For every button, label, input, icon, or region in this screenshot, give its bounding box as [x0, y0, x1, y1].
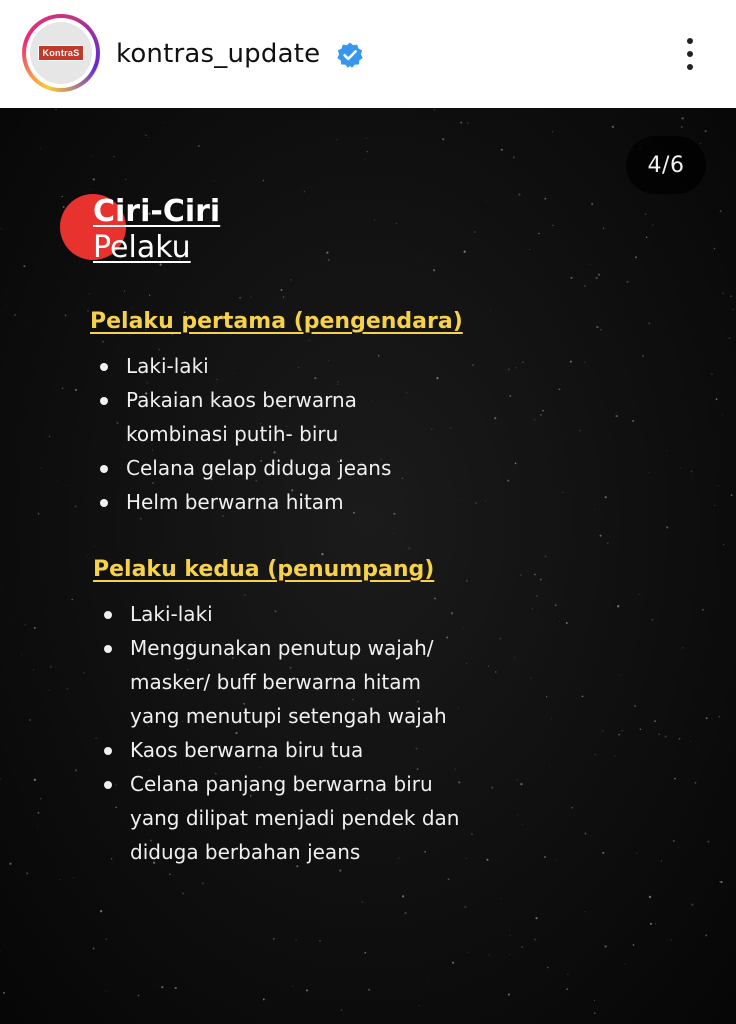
avatar[interactable] — [26, 18, 96, 88]
list-item-text: Celana gelap diduga jeans — [126, 456, 392, 480]
avatar-image — [30, 22, 92, 84]
list-item-text: masker/ buff berwarna hitam — [130, 670, 421, 694]
list-item — [98, 485, 391, 519]
post-header — [0, 0, 736, 108]
post-image[interactable] — [0, 108, 736, 1024]
list-item-text: Celana panjang berwarna biru — [130, 772, 433, 796]
list-item-text: Laki-laki — [130, 602, 213, 626]
list-item — [102, 767, 459, 869]
section-list-first — [98, 349, 391, 519]
avatar-logo: KontraS — [38, 45, 83, 61]
list-item-text: diduga berbahan jeans — [130, 840, 361, 864]
slide-title-line1: Ciri-Ciri — [93, 194, 221, 229]
bullet-icon — [100, 363, 108, 371]
more-options-icon — [687, 64, 693, 70]
list-item-text: Helm berwarna hitam — [126, 490, 344, 514]
bullet-icon — [100, 465, 108, 473]
list-item-text: Pakaian kaos berwarna — [126, 388, 357, 412]
list-item — [102, 733, 459, 767]
list-item — [98, 349, 391, 383]
bullet-icon — [104, 747, 112, 755]
list-item — [102, 631, 459, 733]
section-list-second — [102, 597, 459, 869]
list-item-text: Kaos berwarna biru tua — [130, 738, 364, 762]
section-heading-second: Pelaku kedua (penumpang) — [93, 557, 435, 582]
story-ring[interactable] — [22, 14, 100, 92]
verified-badge-icon — [336, 41, 364, 69]
bullet-icon — [100, 499, 108, 507]
more-options-icon — [687, 38, 693, 44]
list-item-text: kombinasi putih- biru — [126, 422, 339, 446]
list-item — [98, 451, 391, 485]
list-item-text: yang menutupi setengah wajah — [130, 704, 447, 728]
more-options-icon — [687, 51, 693, 57]
list-item-text: Menggunakan penutup wajah/ — [130, 636, 434, 660]
list-item — [102, 597, 459, 631]
bullet-icon — [104, 645, 112, 653]
list-item-text: Laki-laki — [126, 354, 209, 378]
list-item — [98, 383, 391, 451]
slide-title-line2: Pelaku — [93, 230, 191, 265]
slide-counter-badge: 4/6 — [626, 136, 706, 194]
bullet-icon — [100, 397, 108, 405]
bullet-icon — [104, 611, 112, 619]
section-heading-first: Pelaku pertama (pengendara) — [90, 309, 463, 334]
username-link[interactable]: kontras_update — [116, 39, 321, 69]
list-item-text: yang dilipat menjadi pendek dan — [130, 806, 460, 830]
more-options-button[interactable] — [672, 34, 708, 74]
bullet-icon — [104, 781, 112, 789]
